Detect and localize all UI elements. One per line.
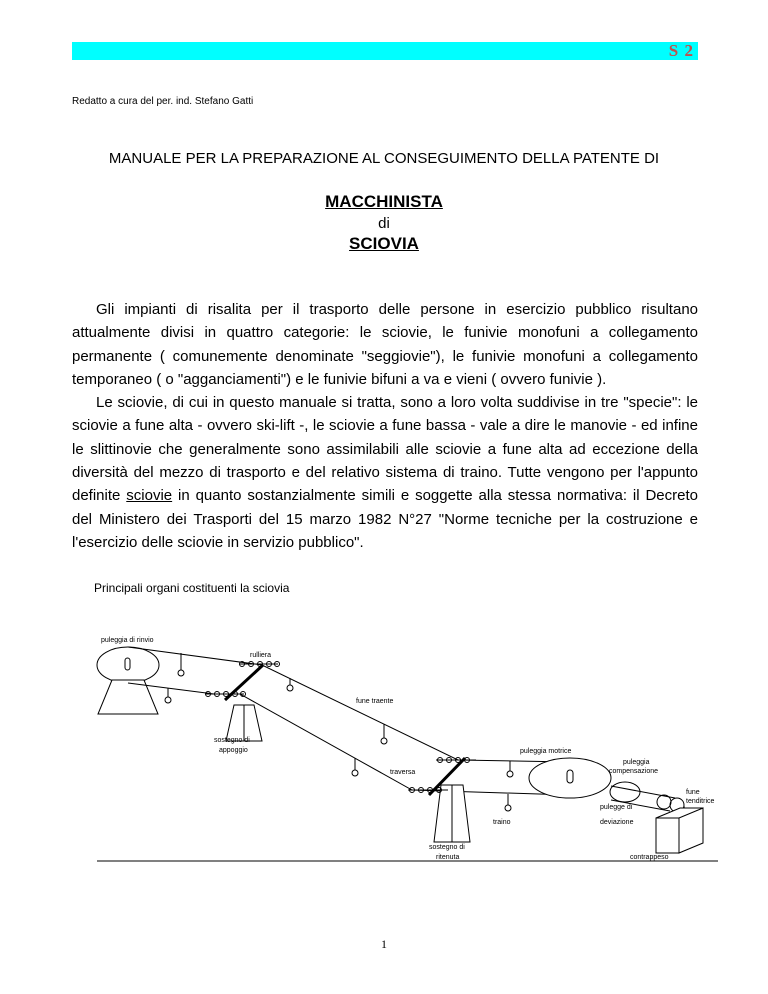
label-deviation-pulleys-2: deviazione [600,819,634,826]
label-tension-cable-1: fune [686,789,700,796]
paragraph-2-term: sciovie [126,487,173,505]
page-number: 1 [381,937,387,951]
label-tension-cable-2: tenditrice [686,798,715,805]
lower-haul-cable [128,683,570,795]
tow-hanger [352,758,358,776]
label-support-tower-1: sostegno di [214,737,250,744]
counterweight-box [656,818,679,853]
tow-hanger [507,761,513,777]
label-haul-cable: fune traente [356,698,394,705]
label-roller-battery: rulliera [250,652,272,659]
tow-hanger [381,724,387,744]
page-code: S 2 [668,41,694,60]
paragraph-1: Gli impianti di risalita per il trasporto delle persone in esercizio pubblico risultano attualmente divisi in quattro categorie: le sciovie, le funivie monofuni a collegamento permanente ( comunemente denominate "seggiovie"), le funivie monofuni a collegamento temporaneo ( o "agganciamenti") e le funivie bifuni a va e vieni ( ovvero funivie ). [72,301,698,388]
label-holddown-tower-2: ritenuta [436,854,460,861]
manual-title: MANUALE PER LA PREPARAZIONE AL CONSEGUIMENTO DELLA PATENTE DI [108,150,660,167]
return-pulley-base [98,680,158,714]
upper-haul-cable [128,647,570,762]
label-tow: traino [493,819,511,826]
author-line: Redatto a cura del per. ind. Stefano Gatti [72,96,254,107]
label-holddown-tower-1: sostegno di [429,844,465,851]
paragraph-2-end: in quanto sostanzialmente simili e soggette alla stessa normativa: il Decreto del Ministero dei Trasporti del 15 marzo 1982 N°27 "Norme tecniche per la costruzione e l'esercizio delle sciovie in servizio pubblico". [72,487,698,551]
compensation-pulley [610,782,640,802]
tow-hanger [165,688,171,703]
label-crossarm: traversa [390,769,416,776]
label-counterweight: contrappeso [630,854,669,861]
label-compensation-pulley-1: puleggia [623,759,650,766]
label-deviation-pulleys-1: pulegge di [600,804,633,811]
title-main: MACCHINISTA [325,192,443,211]
tow-hanger [178,653,184,676]
support-crossarm [225,665,263,700]
title-sub: SCIOVIA [349,234,419,253]
label-support-tower-2: appoggio [219,747,248,754]
label-drive-pulley: puleggia motrice [520,748,572,755]
drive-pulley [529,758,611,798]
title-connector: di [378,215,390,232]
tension-cable-upper [611,786,675,798]
return-pulley [97,647,159,683]
figure-caption: Principali organi costituenti la sciovia [94,581,290,595]
label-return-pulley: puleggia di rinvio [101,637,154,644]
tow-hanger [505,794,511,811]
paragraph-2-start: Le sciovie, di cui in questo manuale si tratta, sono a loro volta suddivise in tre "specie": le sciovie a fune alta - ovvero ski-lift -, le sciovie a fune bassa - vale a dire le manovie - ed infine le slittinovie che generalmente sono assimilabili alle sciovie a fune alta ad eccezione della diversità del mezzo di trasporto e del relativo sistema di traino. Tutte vengono per l'appunto definite [72,394,698,505]
label-compensation-pulley-2: compensazione [609,768,659,775]
